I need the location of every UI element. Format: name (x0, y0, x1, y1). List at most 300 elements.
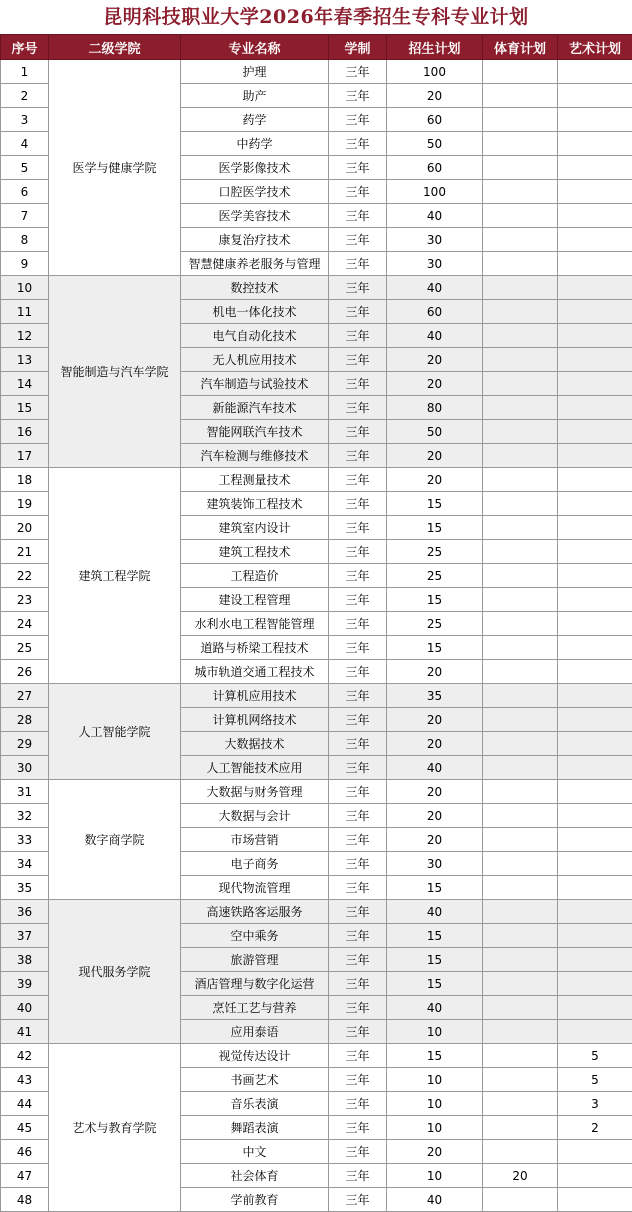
cell-sports (483, 252, 558, 276)
header-no: 序号 (1, 35, 49, 60)
cell-plan: 10 (387, 1116, 483, 1140)
table-body (1, 60, 632, 1212)
cell-no: 20 (1, 516, 49, 540)
cell-sports (483, 540, 558, 564)
cell-years: 三年 (329, 1068, 387, 1092)
cell-plan: 15 (387, 948, 483, 972)
cell-plan: 60 (387, 156, 483, 180)
cell-plan: 40 (387, 996, 483, 1020)
cell-plan: 25 (387, 564, 483, 588)
cell-plan: 20 (387, 804, 483, 828)
cell-major: 社会体育 (181, 1164, 329, 1188)
cell-no: 12 (1, 324, 49, 348)
cell-sports (483, 684, 558, 708)
cell-major: 药学 (181, 108, 329, 132)
table-row (1, 468, 632, 492)
cell-sports (483, 468, 558, 492)
cell-no: 7 (1, 204, 49, 228)
cell-years: 三年 (329, 996, 387, 1020)
cell-art (558, 516, 632, 540)
cell-no: 15 (1, 396, 49, 420)
cell-art (558, 468, 632, 492)
cell-no: 25 (1, 636, 49, 660)
cell-years: 三年 (329, 828, 387, 852)
cell-major: 旅游管理 (181, 948, 329, 972)
cell-sports (483, 516, 558, 540)
cell-no: 23 (1, 588, 49, 612)
cell-art (558, 972, 632, 996)
header-plan: 招生计划 (387, 35, 483, 60)
department-cell: 现代服务学院 (49, 900, 181, 1044)
cell-years: 三年 (329, 1092, 387, 1116)
cell-sports (483, 156, 558, 180)
cell-sports (483, 1092, 558, 1116)
cell-plan: 20 (387, 444, 483, 468)
cell-no: 31 (1, 780, 49, 804)
department-cell: 艺术与教育学院 (49, 1044, 181, 1212)
cell-no: 4 (1, 132, 49, 156)
cell-art (558, 132, 632, 156)
cell-sports (483, 1188, 558, 1212)
table-row (1, 1044, 632, 1068)
cell-art (558, 996, 632, 1020)
cell-sports (483, 420, 558, 444)
cell-art (558, 108, 632, 132)
cell-years: 三年 (329, 852, 387, 876)
cell-major: 高速铁路客运服务 (181, 900, 329, 924)
cell-no: 44 (1, 1092, 49, 1116)
cell-years: 三年 (329, 372, 387, 396)
cell-years: 三年 (329, 204, 387, 228)
cell-sports (483, 732, 558, 756)
cell-art (558, 732, 632, 756)
cell-plan: 15 (387, 972, 483, 996)
cell-no: 45 (1, 1116, 49, 1140)
cell-plan: 20 (387, 348, 483, 372)
cell-sports (483, 972, 558, 996)
cell-art (558, 876, 632, 900)
cell-no: 18 (1, 468, 49, 492)
cell-years: 三年 (329, 300, 387, 324)
cell-art (558, 804, 632, 828)
cell-sports (483, 180, 558, 204)
cell-art (558, 348, 632, 372)
cell-years: 三年 (329, 1044, 387, 1068)
cell-major: 电子商务 (181, 852, 329, 876)
cell-plan: 15 (387, 636, 483, 660)
cell-sports (483, 348, 558, 372)
cell-years: 三年 (329, 708, 387, 732)
cell-art (558, 492, 632, 516)
cell-plan: 20 (387, 780, 483, 804)
cell-years: 三年 (329, 108, 387, 132)
cell-major: 应用泰语 (181, 1020, 329, 1044)
cell-sports (483, 276, 558, 300)
table-row (1, 684, 632, 708)
cell-sports (483, 900, 558, 924)
cell-major: 人工智能技术应用 (181, 756, 329, 780)
cell-sports (483, 780, 558, 804)
cell-plan: 60 (387, 108, 483, 132)
cell-sports (483, 324, 558, 348)
cell-art (558, 756, 632, 780)
cell-no: 1 (1, 60, 49, 84)
cell-years: 三年 (329, 156, 387, 180)
cell-art: 5 (558, 1044, 632, 1068)
cell-sports (483, 924, 558, 948)
cell-no: 48 (1, 1188, 49, 1212)
cell-years: 三年 (329, 1164, 387, 1188)
cell-major: 工程造价 (181, 564, 329, 588)
cell-no: 37 (1, 924, 49, 948)
cell-no: 42 (1, 1044, 49, 1068)
cell-major: 电气自动化技术 (181, 324, 329, 348)
cell-art (558, 684, 632, 708)
cell-major: 康复治疗技术 (181, 228, 329, 252)
cell-sports (483, 1020, 558, 1044)
cell-major: 汽车制造与试验技术 (181, 372, 329, 396)
cell-major: 大数据技术 (181, 732, 329, 756)
header-sports: 体育计划 (483, 35, 558, 60)
cell-major: 现代物流管理 (181, 876, 329, 900)
cell-years: 三年 (329, 876, 387, 900)
department-cell: 医学与健康学院 (49, 60, 181, 276)
cell-art: 3 (558, 1092, 632, 1116)
cell-no: 14 (1, 372, 49, 396)
cell-plan: 30 (387, 852, 483, 876)
cell-major: 汽车检测与维修技术 (181, 444, 329, 468)
cell-no: 21 (1, 540, 49, 564)
cell-no: 46 (1, 1140, 49, 1164)
cell-major: 无人机应用技术 (181, 348, 329, 372)
cell-years: 三年 (329, 900, 387, 924)
cell-art (558, 252, 632, 276)
cell-sports (483, 588, 558, 612)
cell-major: 工程测量技术 (181, 468, 329, 492)
cell-sports (483, 852, 558, 876)
cell-years: 三年 (329, 348, 387, 372)
cell-sports (483, 708, 558, 732)
cell-no: 47 (1, 1164, 49, 1188)
cell-major: 舞蹈表演 (181, 1116, 329, 1140)
cell-sports (483, 948, 558, 972)
cell-art (558, 156, 632, 180)
cell-art (558, 924, 632, 948)
department-cell: 人工智能学院 (49, 684, 181, 780)
cell-plan: 35 (387, 684, 483, 708)
cell-art (558, 612, 632, 636)
cell-sports (483, 876, 558, 900)
cell-years: 三年 (329, 660, 387, 684)
cell-major: 助产 (181, 84, 329, 108)
cell-years: 三年 (329, 804, 387, 828)
cell-major: 计算机应用技术 (181, 684, 329, 708)
cell-art (558, 660, 632, 684)
header-dept: 二级学院 (49, 35, 181, 60)
cell-sports (483, 612, 558, 636)
cell-plan: 20 (387, 828, 483, 852)
cell-major: 空中乘务 (181, 924, 329, 948)
cell-years: 三年 (329, 684, 387, 708)
cell-sports (483, 1140, 558, 1164)
cell-no: 36 (1, 900, 49, 924)
cell-plan: 40 (387, 276, 483, 300)
header-years: 学制 (329, 35, 387, 60)
cell-plan: 10 (387, 1068, 483, 1092)
cell-years: 三年 (329, 252, 387, 276)
cell-plan: 100 (387, 180, 483, 204)
cell-major: 市场营销 (181, 828, 329, 852)
cell-major: 新能源汽车技术 (181, 396, 329, 420)
department-cell: 智能制造与汽车学院 (49, 276, 181, 468)
cell-sports (483, 84, 558, 108)
cell-art (558, 300, 632, 324)
cell-major: 视觉传达设计 (181, 1044, 329, 1068)
page-title: 昆明科技职业大学2026年春季招生专科专业计划 (0, 0, 632, 34)
cell-art (558, 276, 632, 300)
cell-plan: 10 (387, 1020, 483, 1044)
cell-major: 城市轨道交通工程技术 (181, 660, 329, 684)
cell-major: 机电一体化技术 (181, 300, 329, 324)
cell-plan: 10 (387, 1164, 483, 1188)
header-row (1, 35, 632, 60)
cell-major: 医学影像技术 (181, 156, 329, 180)
cell-major: 音乐表演 (181, 1092, 329, 1116)
cell-years: 三年 (329, 780, 387, 804)
cell-art (558, 372, 632, 396)
header-art: 艺术计划 (558, 35, 632, 60)
cell-sports (483, 636, 558, 660)
cell-no: 32 (1, 804, 49, 828)
cell-no: 29 (1, 732, 49, 756)
cell-major: 建筑工程技术 (181, 540, 329, 564)
cell-years: 三年 (329, 540, 387, 564)
cell-no: 38 (1, 948, 49, 972)
cell-sports (483, 372, 558, 396)
cell-no: 8 (1, 228, 49, 252)
header-major: 专业名称 (181, 35, 329, 60)
cell-years: 三年 (329, 180, 387, 204)
cell-sports (483, 60, 558, 84)
cell-plan: 50 (387, 420, 483, 444)
cell-art (558, 636, 632, 660)
cell-art (558, 948, 632, 972)
cell-major: 医学美容技术 (181, 204, 329, 228)
cell-art (558, 1164, 632, 1188)
cell-plan: 10 (387, 1092, 483, 1116)
cell-art (558, 708, 632, 732)
cell-years: 三年 (329, 1116, 387, 1140)
cell-sports (483, 804, 558, 828)
cell-sports (483, 1116, 558, 1140)
cell-no: 16 (1, 420, 49, 444)
cell-no: 41 (1, 1020, 49, 1044)
cell-sports (483, 1068, 558, 1092)
cell-plan: 15 (387, 588, 483, 612)
cell-plan: 25 (387, 540, 483, 564)
cell-major: 学前教育 (181, 1188, 329, 1212)
cell-years: 三年 (329, 84, 387, 108)
cell-years: 三年 (329, 396, 387, 420)
cell-no: 2 (1, 84, 49, 108)
cell-years: 三年 (329, 564, 387, 588)
cell-plan: 20 (387, 1140, 483, 1164)
cell-years: 三年 (329, 612, 387, 636)
cell-plan: 40 (387, 204, 483, 228)
cell-plan: 15 (387, 492, 483, 516)
cell-no: 11 (1, 300, 49, 324)
cell-years: 三年 (329, 468, 387, 492)
cell-art (558, 84, 632, 108)
cell-sports (483, 396, 558, 420)
cell-plan: 25 (387, 612, 483, 636)
cell-years: 三年 (329, 132, 387, 156)
cell-major: 烹饪工艺与营养 (181, 996, 329, 1020)
cell-sports (483, 108, 558, 132)
cell-years: 三年 (329, 276, 387, 300)
cell-major: 中药学 (181, 132, 329, 156)
table-row (1, 900, 632, 924)
enrollment-plan-table (0, 34, 632, 1212)
cell-sports (483, 204, 558, 228)
cell-art: 2 (558, 1116, 632, 1140)
cell-plan: 20 (387, 84, 483, 108)
cell-years: 三年 (329, 924, 387, 948)
cell-art (558, 564, 632, 588)
table-header (1, 35, 632, 60)
department-cell: 数字商学院 (49, 780, 181, 900)
cell-no: 33 (1, 828, 49, 852)
cell-no: 10 (1, 276, 49, 300)
cell-plan: 50 (387, 132, 483, 156)
cell-years: 三年 (329, 972, 387, 996)
cell-art (558, 828, 632, 852)
cell-sports (483, 132, 558, 156)
cell-years: 三年 (329, 588, 387, 612)
cell-major: 智慧健康养老服务与管理 (181, 252, 329, 276)
cell-major: 建设工程管理 (181, 588, 329, 612)
cell-art (558, 228, 632, 252)
cell-plan: 80 (387, 396, 483, 420)
cell-no: 26 (1, 660, 49, 684)
cell-plan: 20 (387, 732, 483, 756)
cell-no: 35 (1, 876, 49, 900)
cell-art (558, 1020, 632, 1044)
cell-no: 17 (1, 444, 49, 468)
cell-major: 酒店管理与数字化运营 (181, 972, 329, 996)
cell-years: 三年 (329, 636, 387, 660)
cell-no: 40 (1, 996, 49, 1020)
cell-plan: 30 (387, 228, 483, 252)
cell-no: 24 (1, 612, 49, 636)
cell-years: 三年 (329, 1020, 387, 1044)
cell-plan: 30 (387, 252, 483, 276)
cell-art (558, 540, 632, 564)
cell-major: 中文 (181, 1140, 329, 1164)
cell-major: 建筑室内设计 (181, 516, 329, 540)
cell-no: 43 (1, 1068, 49, 1092)
cell-plan: 20 (387, 468, 483, 492)
cell-plan: 15 (387, 516, 483, 540)
cell-no: 3 (1, 108, 49, 132)
cell-years: 三年 (329, 516, 387, 540)
table-row (1, 276, 632, 300)
cell-plan: 15 (387, 924, 483, 948)
cell-no: 27 (1, 684, 49, 708)
cell-sports (483, 996, 558, 1020)
cell-major: 护理 (181, 60, 329, 84)
cell-major: 大数据与会计 (181, 804, 329, 828)
cell-art (558, 588, 632, 612)
cell-art (558, 180, 632, 204)
cell-major: 道路与桥梁工程技术 (181, 636, 329, 660)
department-cell: 建筑工程学院 (49, 468, 181, 684)
cell-sports (483, 828, 558, 852)
cell-major: 大数据与财务管理 (181, 780, 329, 804)
cell-years: 三年 (329, 1140, 387, 1164)
cell-major: 口腔医学技术 (181, 180, 329, 204)
cell-plan: 60 (387, 300, 483, 324)
cell-sports (483, 228, 558, 252)
cell-no: 13 (1, 348, 49, 372)
cell-years: 三年 (329, 60, 387, 84)
cell-major: 建筑装饰工程技术 (181, 492, 329, 516)
cell-major: 智能网联汽车技术 (181, 420, 329, 444)
cell-plan: 100 (387, 60, 483, 84)
table-row (1, 60, 632, 84)
cell-years: 三年 (329, 756, 387, 780)
cell-no: 9 (1, 252, 49, 276)
cell-art (558, 852, 632, 876)
cell-sports (483, 300, 558, 324)
cell-sports (483, 492, 558, 516)
table-row (1, 780, 632, 804)
cell-years: 三年 (329, 420, 387, 444)
cell-plan: 40 (387, 900, 483, 924)
cell-major: 计算机网络技术 (181, 708, 329, 732)
cell-years: 三年 (329, 732, 387, 756)
cell-plan: 20 (387, 372, 483, 396)
cell-art (558, 204, 632, 228)
cell-no: 22 (1, 564, 49, 588)
cell-no: 34 (1, 852, 49, 876)
cell-years: 三年 (329, 444, 387, 468)
cell-art (558, 780, 632, 804)
cell-art (558, 1140, 632, 1164)
cell-sports (483, 444, 558, 468)
cell-plan: 15 (387, 1044, 483, 1068)
cell-sports (483, 1044, 558, 1068)
cell-sports (483, 660, 558, 684)
cell-years: 三年 (329, 492, 387, 516)
cell-art (558, 900, 632, 924)
cell-plan: 20 (387, 708, 483, 732)
cell-plan: 15 (387, 876, 483, 900)
cell-years: 三年 (329, 324, 387, 348)
cell-sports (483, 564, 558, 588)
cell-years: 三年 (329, 948, 387, 972)
cell-sports (483, 756, 558, 780)
cell-plan: 40 (387, 324, 483, 348)
cell-art (558, 444, 632, 468)
cell-major: 水利水电工程智能管理 (181, 612, 329, 636)
cell-major: 书画艺术 (181, 1068, 329, 1092)
cell-art (558, 324, 632, 348)
cell-no: 39 (1, 972, 49, 996)
cell-art (558, 60, 632, 84)
cell-art: 5 (558, 1068, 632, 1092)
cell-sports: 20 (483, 1164, 558, 1188)
